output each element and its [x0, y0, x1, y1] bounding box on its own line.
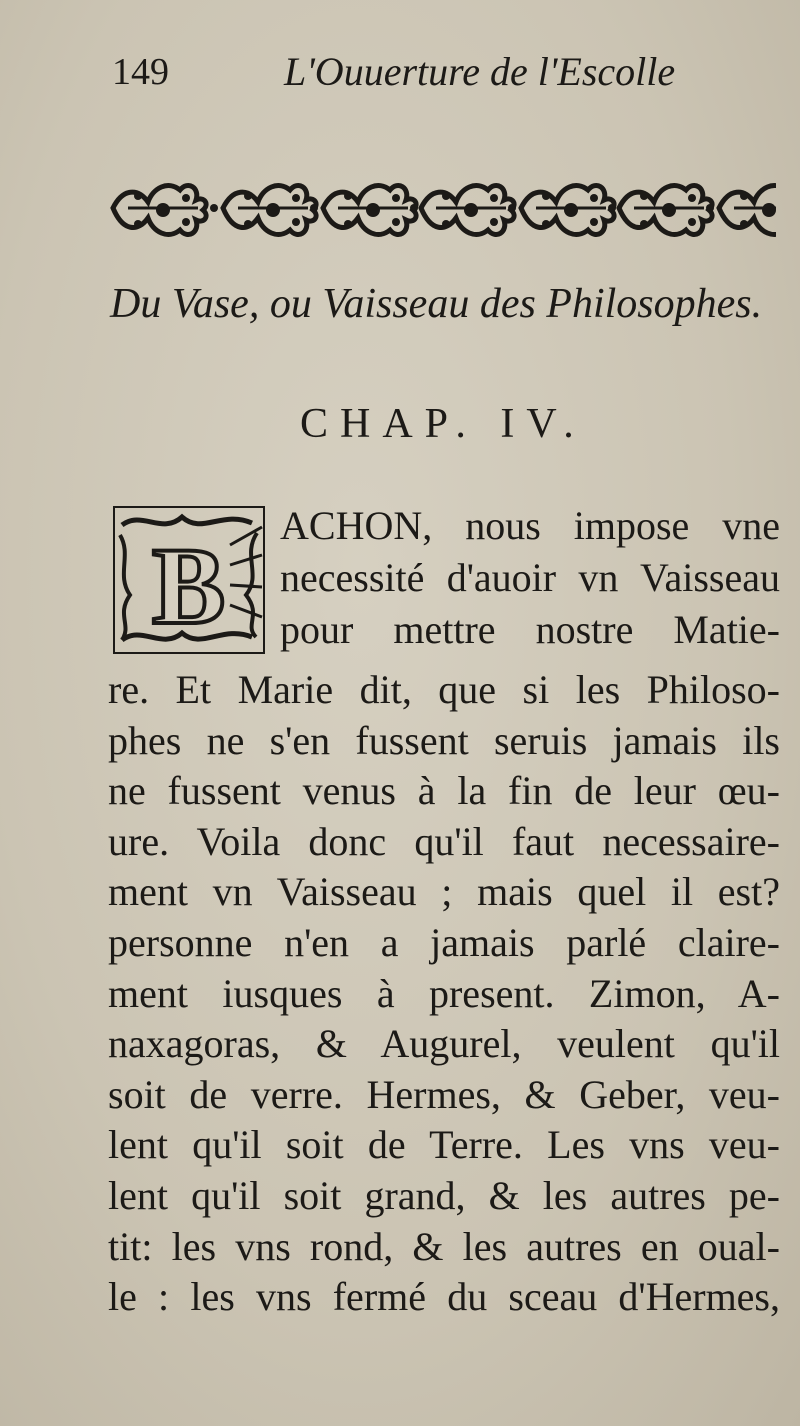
page-header: [112, 50, 712, 100]
text-line: ment iusques à present. Zimon, A-: [108, 970, 780, 1016]
body-text: [108, 665, 780, 1323]
drop-cap-letter: B: [152, 525, 226, 647]
text-line: ACHON, nous impose vne: [280, 503, 780, 548]
running-title: L'Ouuerture de l'Escolle: [284, 49, 676, 94]
text-line: pour mettre nostre Matie-: [280, 607, 780, 652]
text-line: ure. Voila donc qu'il faut necessaire-: [108, 818, 780, 864]
decorated-initial-icon: [112, 505, 266, 655]
text-line: personne n'en a jamais parlé claire-: [108, 919, 780, 965]
text-line: ne fussent venus à la fin de leur œu-: [108, 768, 780, 814]
text-line: lent qu'il soit de Terre. Les vns veu-: [108, 1122, 780, 1168]
text-line: tit: les vns rond, & les autres en oual-: [108, 1223, 780, 1269]
text-line: phes ne s'en fussent seruis jamais ils: [108, 717, 780, 763]
fleuron-ornament-icon: [108, 168, 776, 248]
text-line: re. Et Marie dit, que si les Philoso-: [108, 667, 780, 712]
chapter-subtitle: Du Vase, ou Vaisseau des Philosophes.: [110, 281, 763, 327]
drop-cap: [112, 505, 266, 655]
drop-cap-lines: [280, 500, 780, 656]
page-number: 149: [112, 51, 169, 93]
text-line: lent qu'il soit grand, & les autres pe-: [108, 1172, 780, 1218]
chapter-heading: CHAP. IV.: [300, 401, 586, 447]
text-line: necessité d'auoir vn Vaisseau: [280, 555, 780, 600]
ornament-band: [108, 168, 776, 248]
text-line: naxagoras, & Augurel, veulent qu'il: [108, 1021, 780, 1067]
text-line: ment vn Vaisseau ; mais quel il est?: [108, 869, 780, 915]
text-line: soit de verre. Hermes, & Geber, veu-: [108, 1071, 780, 1117]
text-line: le : les vns fermé du sceau d'Hermes,: [108, 1274, 780, 1320]
